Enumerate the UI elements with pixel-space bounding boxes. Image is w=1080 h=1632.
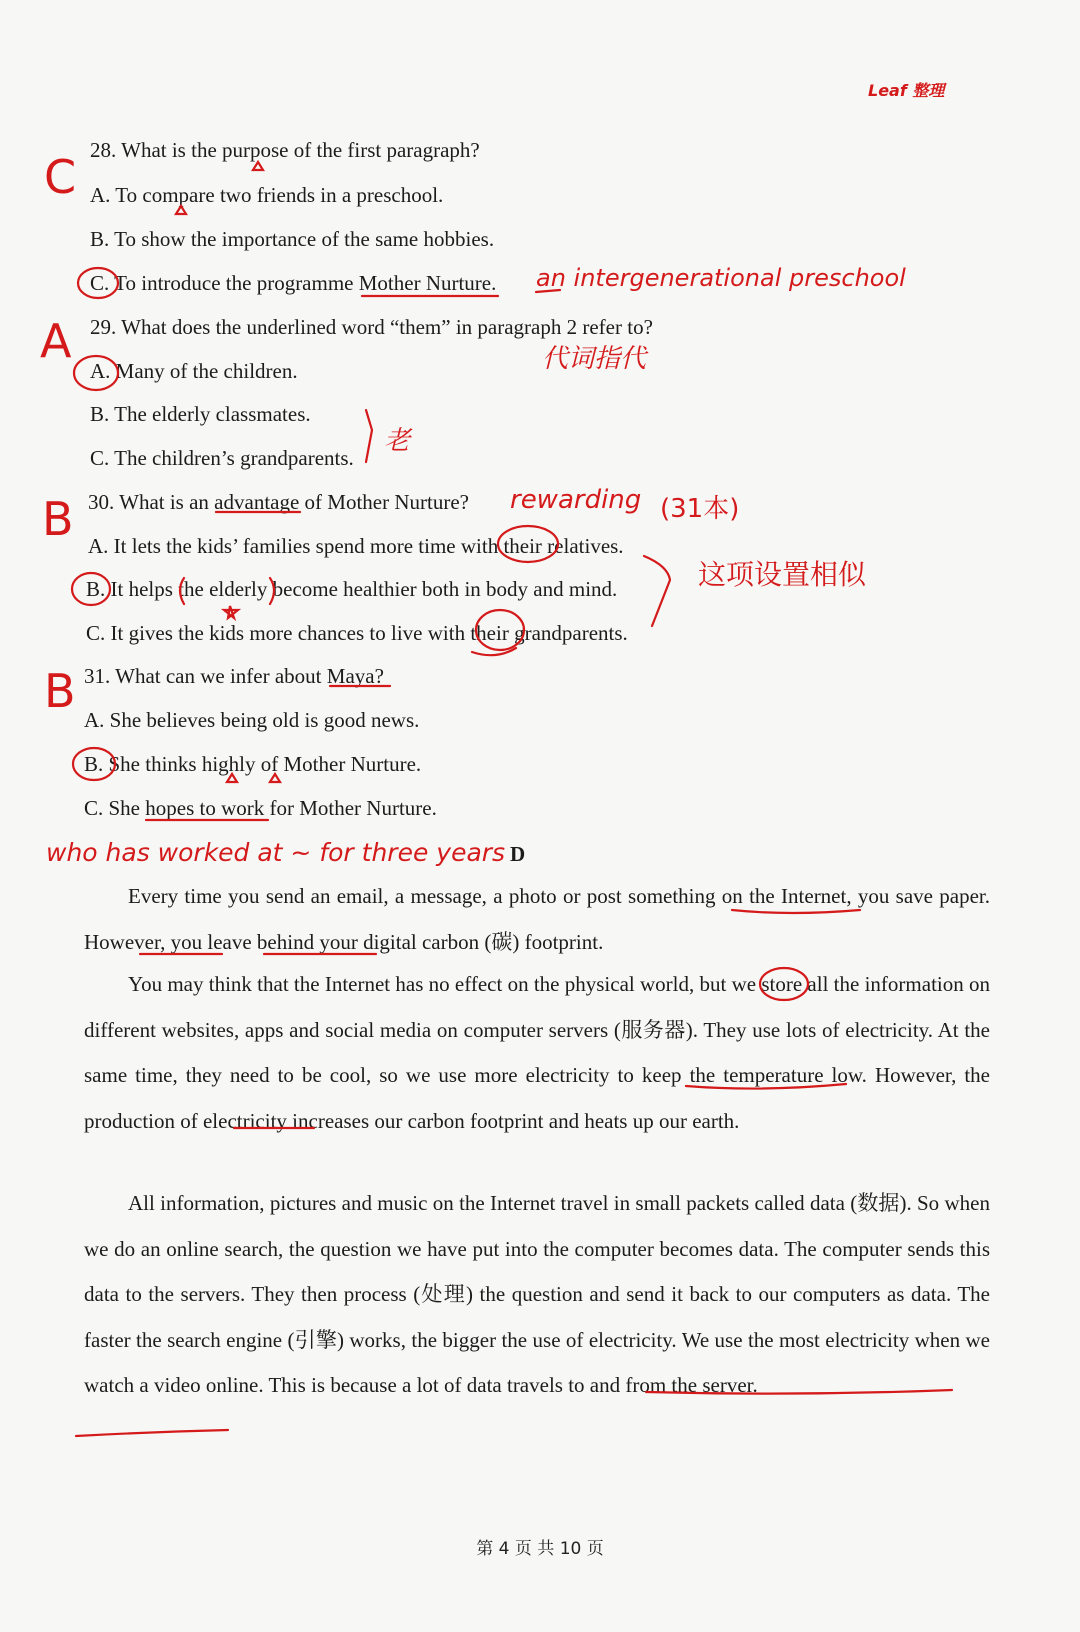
header-mark: Leaf 整理 [868,81,945,100]
passage-paragraph-2: You may think that the Internet has no effect on the physical world, but we store all the information on different websites, apps and social media on computer servers (服务器). They use lots of electricity. At the same time, they need to be cool, so we use more electricity to keep the temperature low. However, the production of electricity increases our carbon footprint and heats up our earth. [84,972,990,1133]
question-28-option-c: C. To introduce the programme Mother Nurture. [90,271,497,295]
triangle-mark-1 [253,162,263,170]
bracket-30 [644,556,670,626]
question-30-stem: 30. What is an advantage of Mother Nurture? [88,490,469,514]
question-31-option-b: B. She thinks highly of Mother Nurture. [84,752,422,776]
question-30-option-c: C. It gives the kids more chances to live with their grandparents. [86,621,628,645]
handwritten-answer-29: A [40,314,72,368]
bracket-29 [366,410,372,462]
question-30-option-b: B. It helps the elderly become healthier both in body and mind. [86,577,618,601]
question-29-stem: 29. What does the underlined word “them” in paragraph 2 refer to? [90,315,653,339]
star-mark [224,606,238,618]
question-29-option-a: A. Many of the children. [90,359,298,383]
question-28-stem: 28. What is the purpose of the first paragraph? [90,138,480,162]
handwritten-note-30b: (31本) [660,494,740,524]
question-29-option-c: C. The children’s grandparents. [90,446,354,470]
question-28-option-a: A. To compare two friends in a preschool. [90,183,444,207]
question-31-option-a: A. She believes being old is good news. [84,708,420,732]
handwritten-answer-28: C [44,150,77,204]
question-31-option-c: C. She hopes to work for Mother Nurture. [84,796,437,820]
question-29-option-b: B. The elderly classmates. [90,402,311,426]
handwritten-note-30c: 这项设置相似 [698,558,867,591]
handwritten-note-28: an intergenerational preschool [536,264,906,292]
section-letter: D [510,842,526,866]
handwritten-note-29b: 老 [384,426,411,456]
handwritten-answer-30: B [42,492,74,546]
pen-stroke-30c [472,648,516,655]
passage-paragraph-1: Every time you send an email, a message, a photo or post something on the Internet, you save paper. However, you leave behind your digital carbon (碳) footprint. [84,884,990,954]
handwritten-note-29: 代词指代 [542,344,647,374]
handwritten-note-30: rewarding [510,485,642,515]
question-28-option-b: B. To show the importance of the same hobbies. [90,227,495,251]
passage-paragraph-3: All information, pictures and music on the Internet travel in small packets called data (数据). So when we do an online search, the question we have put into the computer becomes data. The computer sends this data to the servers. They then process (处理) the question and send it back to our computers as data. The faster the search engine (引擎) works, the bigger the use of electricity. We use the most electricity when we watch a video online. This is because a lot of data travels to and from the server. [84,1191,990,1397]
handwritten-answer-31: B [44,664,76,718]
page-footer: 第 4 页 共 10 页 [476,1539,604,1559]
handwritten-note-31: who has worked at ~ for three years [46,838,506,867]
question-30-option-a: A. It lets the kids’ families spend more time with their relatives. [88,534,624,558]
question-31-stem: 31. What can we infer about Maya? [84,664,384,688]
underline-from-the-server [76,1430,228,1436]
